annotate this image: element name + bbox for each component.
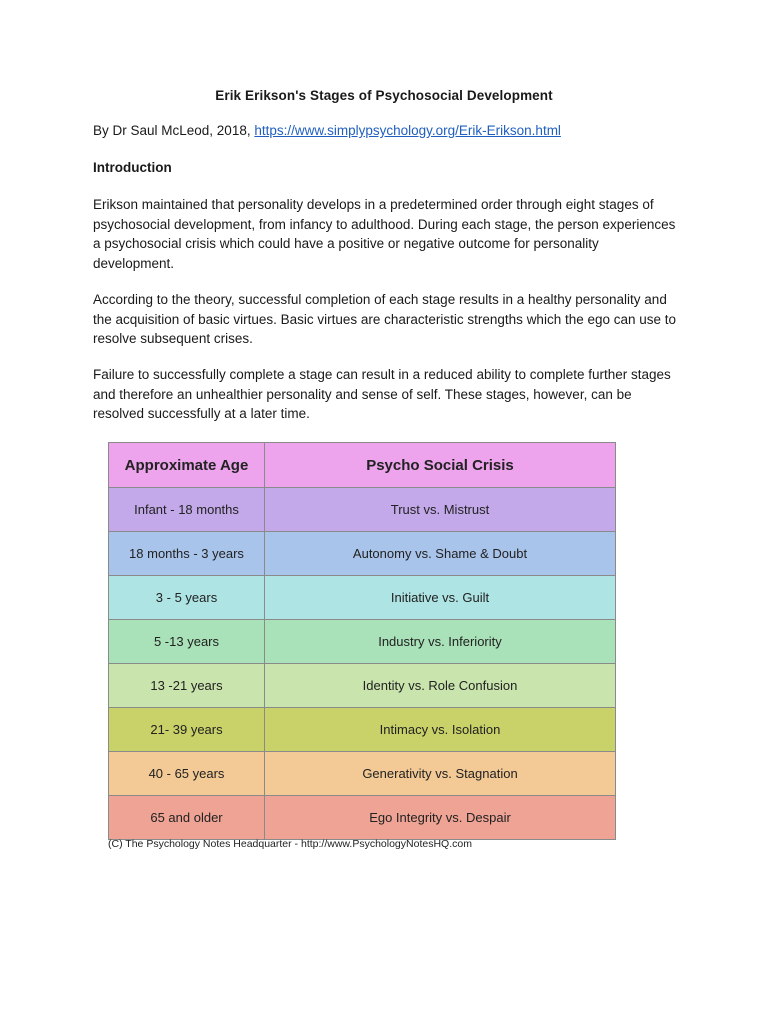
crisis-cell: Intimacy vs. Isolation <box>265 708 616 752</box>
stages-table <box>108 442 616 840</box>
page-title: Erik Erikson's Stages of Psychosocial Development <box>215 88 553 103</box>
crisis-cell: Industry vs. Inferiority <box>265 620 616 664</box>
paragraph-1: Erikson maintained that personality develops in a predetermined order through eight stages of psychosocial development, from infancy to adulthood. During each stage, the person experiences a psychosocial crisis which could have a positive or negative outcome for personality development. <box>93 197 676 271</box>
age-cell: 3 - 5 years <box>109 576 265 620</box>
crisis-cell: Initiative vs. Guilt <box>265 576 616 620</box>
paragraph-3: Failure to successfully complete a stage can result in a reduced ability to complete further stages and therefore an unhealthier personality and sense of self. These stages, however, can be resolved successfully at a later time. <box>93 367 671 421</box>
crisis-cell: Trust vs. Mistrust <box>265 488 616 532</box>
table-row <box>109 532 616 576</box>
table-row <box>109 576 616 620</box>
age-cell: 21- 39 years <box>109 708 265 752</box>
crisis-cell: Ego Integrity vs. Despair <box>265 796 616 840</box>
byline <box>93 123 561 138</box>
section-heading-introduction: Introduction <box>93 160 172 175</box>
header-approximate-age: Approximate Age <box>109 443 265 488</box>
crisis-cell: Generativity vs. Stagnation <box>265 752 616 796</box>
age-cell: 5 -13 years <box>109 620 265 664</box>
table-row <box>109 752 616 796</box>
age-cell: 13 -21 years <box>109 664 265 708</box>
crisis-cell: Identity vs. Role Confusion <box>265 664 616 708</box>
age-cell: 18 months - 3 years <box>109 532 265 576</box>
header-psycho-social-crisis: Psycho Social Crisis <box>265 443 616 488</box>
age-cell: Infant - 18 months <box>109 488 265 532</box>
byline-text: By Dr Saul McLeod, 2018, <box>93 123 255 138</box>
table-credit: (C) The Psychology Notes Headquarter - http://www.PsychologyNotesHQ.com <box>108 838 472 850</box>
table-header-row <box>109 443 616 488</box>
age-cell: 65 and older <box>109 796 265 840</box>
paragraph-2: According to the theory, successful completion of each stage results in a healthy personality and the acquisition of basic virtues. Basic virtues are characteristic strengths which the ego can use to resolve subsequent crises. <box>93 292 677 346</box>
table-row <box>109 620 616 664</box>
table-row <box>109 488 616 532</box>
age-cell: 40 - 65 years <box>109 752 265 796</box>
table-row <box>109 708 616 752</box>
table-row <box>109 664 616 708</box>
crisis-cell: Autonomy vs. Shame & Doubt <box>265 532 616 576</box>
stages-table-figure <box>108 442 615 840</box>
table-row <box>109 796 616 840</box>
source-link[interactable]: https://www.simplypsychology.org/Erik-Erikson.html <box>254 123 561 138</box>
